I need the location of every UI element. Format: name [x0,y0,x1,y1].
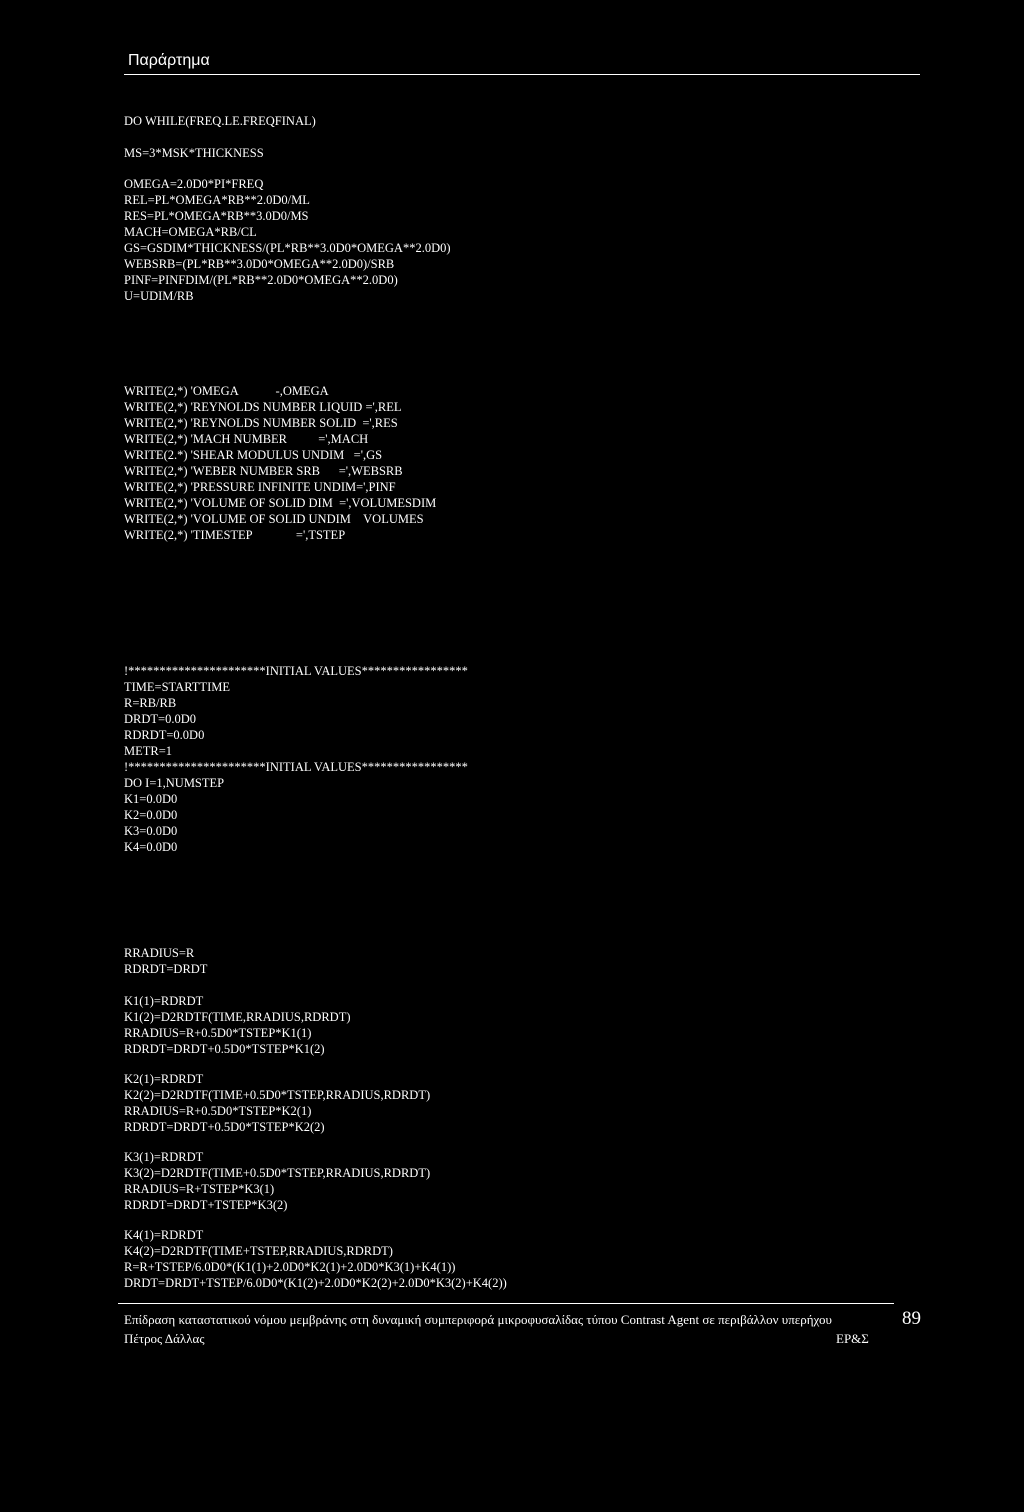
code-block [124,945,207,977]
code-line: WRITE(2,*) 'VOLUME OF SOLID DIM =',VOLUMESDIM [124,496,437,510]
code-line: RDRDT=0.0D0 [124,728,205,742]
footer-divider [118,1303,894,1304]
code-block [124,113,316,129]
page-header-title: Παράρτημα [128,52,210,69]
code-line: K4(2)=D2RDTF(TIME+TSTEP,RRADIUS,RDRDT) [124,1244,393,1258]
code-line: K2=0.0D0 [124,808,178,822]
code-line: GS=GSDIM*THICKNESS/(PL*RB**3.0D0*OMEGA**2.0D0) [124,241,451,255]
code-line: RRADIUS=R+0.5D0*TSTEP*K2(1) [124,1104,312,1118]
code-block [124,663,468,855]
code-line: RDRDT=DRDT [124,962,208,976]
code-line: DO I=1,NUMSTEP [124,776,225,790]
code-line: K3(2)=D2RDTF(TIME+0.5D0*TSTEP,RRADIUS,RDRDT) [124,1166,431,1180]
code-line: RDRDT=DRDT+0.5D0*TSTEP*K2(2) [124,1120,325,1134]
code-line: K4=0.0D0 [124,840,178,854]
code-block [124,145,264,161]
code-line: OMEGA=2.0D0*PI*FREQ [124,177,264,191]
code-block [124,1227,507,1291]
footer-author: Πέτρος Δάλλας [124,1331,205,1346]
code-line: K3(1)=RDRDT [124,1150,204,1164]
code-block [124,383,436,543]
code-line: WRITE(2,*) 'PRESSURE INFINITE UNDIM=',PINF [124,480,396,494]
footer-title: Επίδραση καταστατικού νόμου μεμβράνης στη δυναμική συμπεριφορά μικροφυσαλίδας τύπου Contrast Agent σε περιβάλλον υπερήχου [124,1312,832,1327]
code-line: DRDT=0.0D0 [124,712,196,726]
code-block [124,1149,430,1213]
code-line: !**********************INITIAL VALUES***************** [124,664,468,678]
code-line: RDRDT=DRDT+0.5D0*TSTEP*K1(2) [124,1042,325,1056]
code-line: RRADIUS=R+0.5D0*TSTEP*K1(1) [124,1026,312,1040]
code-line: WRITE(2,*) 'REYNOLDS NUMBER LIQUID =',REL [124,400,402,414]
code-line: REL=PL*OMEGA*RB**2.0D0/ML [124,193,310,207]
code-line: PINF=PINFDIM/(PL*RB**2.0D0*OMEGA**2.0D0) [124,273,398,287]
code-line: WRITE(2,*) 'REYNOLDS NUMBER SOLID =',RES [124,416,398,430]
code-block [124,993,351,1057]
code-line: K1=0.0D0 [124,792,178,806]
header-divider [124,74,920,75]
code-line: K1(1)=RDRDT [124,994,204,1008]
code-line: DO WHILE(FREQ.LE.FREQFINAL) [124,114,316,128]
code-line: K2(1)=RDRDT [124,1072,204,1086]
code-line: U=UDIM/RB [124,289,194,303]
code-line: RES=PL*OMEGA*RB**3.0D0/MS [124,209,309,223]
code-line: RRADIUS=R+TSTEP*K3(1) [124,1182,275,1196]
code-line: WRITE(2,*) 'VOLUME OF SOLID UNDIM VOLUMES [124,512,424,526]
code-line: K3=0.0D0 [124,824,178,838]
code-line: K4(1)=RDRDT [124,1228,204,1242]
code-line: RRADIUS=R [124,946,195,960]
code-block [124,176,451,304]
code-line: WRITE(2,*) 'MACH NUMBER =',MACH [124,432,369,446]
code-line: WRITE(2,*) 'OMEGA -,OMEGA [124,384,329,398]
code-line: K2(2)=D2RDTF(TIME+0.5D0*TSTEP,RRADIUS,RDRDT) [124,1088,431,1102]
code-line: WRITE(2,*) 'WEBER NUMBER SRB =',WEBSRB [124,464,403,478]
page-number: 89 [902,1308,921,1329]
code-line: R=RB/RB [124,696,177,710]
code-block [124,1071,430,1135]
footer-department: ΕΡ&Σ [836,1331,869,1346]
code-line: WEBSRB=(PL*RB**3.0D0*OMEGA**2.0D0)/SRB [124,257,395,271]
code-line: DRDT=DRDT+TSTEP/6.0D0*(K1(2)+2.0D0*K2(2)+2.0D0*K3(2)+K4(2)) [124,1276,507,1290]
code-line: MACH=OMEGA*RB/CL [124,225,257,239]
code-line: K1(2)=D2RDTF(TIME,RRADIUS,RDRDT) [124,1010,351,1024]
code-line: TIME=STARTTIME [124,680,230,694]
code-line: !**********************INITIAL VALUES***************** [124,760,468,774]
code-line: WRITE(2.*) 'SHEAR MODULUS UNDIM =',GS [124,448,383,462]
code-line: METR=1 [124,744,173,758]
code-line: RDRDT=DRDT+TSTEP*K3(2) [124,1198,288,1212]
code-line: R=R+TSTEP/6.0D0*(K1(1)+2.0D0*K2(1)+2.0D0*K3(1)+K4(1)) [124,1260,456,1274]
code-line: WRITE(2,*) 'TIMESTEP =',TSTEP [124,528,346,542]
code-line: MS=3*MSK*THICKNESS [124,146,264,160]
